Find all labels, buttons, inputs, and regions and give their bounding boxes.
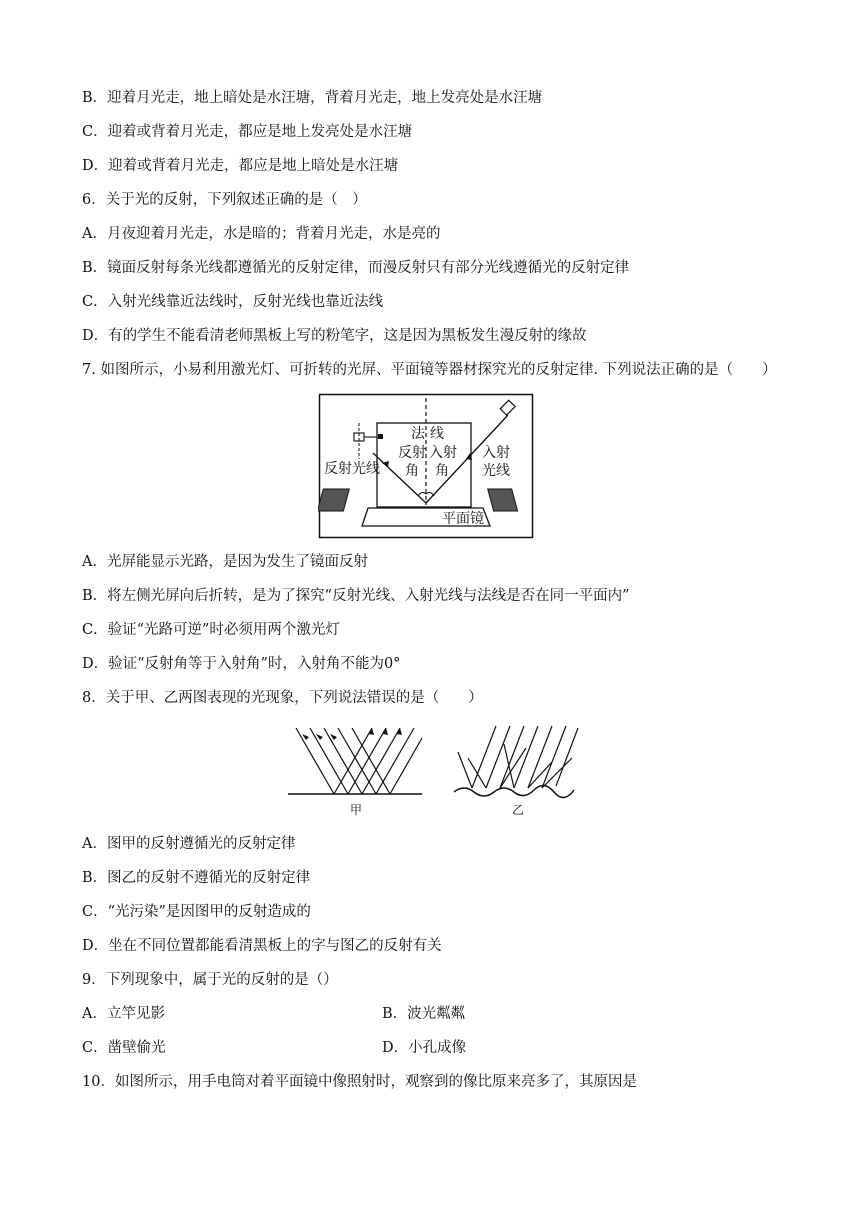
q6-option-b: B．镜面反射每条光线都遵循光的反射定律，而漫反射只有部分光线遵循光的反射定律 <box>82 260 630 276</box>
diffuse-reflection-diagram <box>454 726 578 798</box>
q7-option-c: C．验证“光路可逆”时必须用两个激光灯 <box>82 622 340 638</box>
q9-option-d: D．小孔成像 <box>382 1040 467 1056</box>
label-jia: 甲 <box>350 803 363 817</box>
q6-option-a: A．月夜迎着月光走，水是暗的；背着月光走，水是亮的 <box>82 226 441 242</box>
q7-reflection-apparatus-figure <box>318 393 534 539</box>
q6-stem: 6．关于光的反射，下列叙述正确的是（ ） <box>82 192 367 208</box>
incidence-angle-label-2: 角 <box>435 463 449 479</box>
q8-stem: 8．关于甲、乙两图表现的光现象，下列说法错误的是（ ） <box>82 690 483 706</box>
laser-device <box>500 400 515 415</box>
q8-option-d: D．坐在不同位置都能看清黑板上的字与图乙的反射有关 <box>82 938 442 954</box>
reflection-angle-label-2: 角 <box>405 463 419 479</box>
q7-option-d: D．验证“反射角等于入射角”时，入射角不能为0° <box>82 656 401 672</box>
incident-ray-label-1: 入射 <box>482 445 510 461</box>
q6-option-d: D．有的学生不能看清老师黑板上写的粉笔字，这是因为黑板发生漫反射的缘故 <box>82 328 587 344</box>
incident-ray-label-2: 光线 <box>482 463 510 479</box>
q9-option-b: B．波光粼粼 <box>382 1006 466 1022</box>
label-yi: 乙 <box>512 803 525 817</box>
q7-option-b: B．将左侧光屏向后折转，是为了探究“反射光线、入射光线与法线是否在同一平面内” <box>82 588 630 604</box>
q9-stem: 9．下列现象中，属于光的反射的是（） <box>82 972 338 988</box>
q8-reflection-types-figure <box>282 718 592 818</box>
q5-option-b: B．迎着月光走，地上暗处是水汪塘，背着月光走，地上发亮处是水汪塘 <box>82 90 543 106</box>
right-stand <box>488 489 518 511</box>
q5-option-d: D．迎着或背着月光走，都应是地上暗处是水汪塘 <box>82 158 399 174</box>
normal-label-2: 线 <box>430 426 444 442</box>
q5-option-c: C．迎着或背着月光走，都应是地上发亮处是水汪塘 <box>82 124 413 140</box>
reflection-angle-label-1: 反射 <box>398 445 426 461</box>
left-stand <box>318 489 349 511</box>
normal-label-1: 法 <box>411 426 425 442</box>
reflection-angle-arc <box>418 492 426 496</box>
q7-option-a: A．光屏能显示光路，是因为发生了镜面反射 <box>82 554 368 570</box>
incidence-angle-label-1: 入射 <box>429 445 457 461</box>
q9-option-a: A．立竿见影 <box>82 1006 165 1022</box>
specular-reflection-diagram <box>288 728 422 794</box>
q8-option-b: B．图乙的反射不遵循光的反射定律 <box>82 870 311 886</box>
q8-option-a: A．图甲的反射遵循光的反射定律 <box>82 836 296 852</box>
q8-option-c: C．“光污染”是因图甲的反射造成的 <box>82 904 311 920</box>
q9-option-c: C．凿壁偷光 <box>82 1040 166 1056</box>
q6-option-c: C．入射光线靠近法线时，反射光线也靠近法线 <box>82 294 384 310</box>
q7-stem: 7. 如图所示，小易利用激光灯、可折转的光屏、平面镜等器材探究光的反射定律. 下列说法正确的是（ ） <box>82 362 777 378</box>
mirror-label: 平面镜 <box>442 511 484 527</box>
reflected-ray-label: 反射光线 <box>324 461 380 477</box>
q10-stem: 10．如图所示，用手电筒对着平面镜中像照射时，观察到的像比原来亮多了，其原因是 <box>82 1074 637 1090</box>
